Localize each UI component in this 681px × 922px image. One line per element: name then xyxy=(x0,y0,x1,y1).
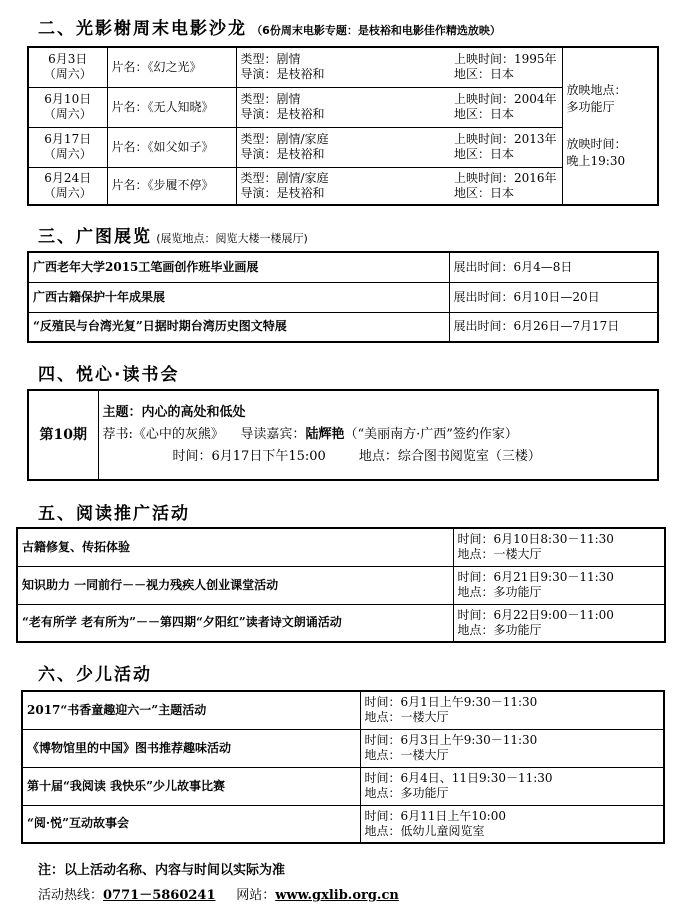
hotline-number[interactable]: 0771－5860241 xyxy=(103,888,216,903)
activity-name: 《博物馆里的中国》图书推荐趣味活动 xyxy=(22,729,360,767)
time-label: 放映时间： xyxy=(566,137,627,151)
book-club-place: 地点：综合图书阅览室（三楼） xyxy=(358,449,541,464)
activity-name: 古籍修复、传拓体验 xyxy=(17,528,453,566)
screening-info xyxy=(562,47,658,205)
activity-schedule: 时间：6月4日、11日9:30－11:30 地点：多功能厅 xyxy=(360,767,664,805)
section-heading-film-salon xyxy=(38,14,501,39)
table-row xyxy=(17,528,665,566)
time-place-line xyxy=(103,446,654,468)
section-subtitle: (展览地点：阅览大楼一楼展厅) xyxy=(156,232,308,245)
activity-name: “老有所学 老有所为”－－第四期“夕阳红”读者诗文朗诵活动 xyxy=(17,604,453,642)
guest-name: 陆辉艳 xyxy=(305,427,345,442)
exhibition-name: “反殖民与台湾光复”日据时期台湾历史图文特展 xyxy=(28,312,449,342)
film-title: 片名：《幻之光》 xyxy=(107,47,236,87)
exhibition-name: 广西老年大学2015工笔画创作班毕业画展 xyxy=(28,252,449,282)
activity-schedule: 时间：6月1日上午9:30－11:30 地点：一楼大厅 xyxy=(360,691,664,729)
venue: 多功能厅 xyxy=(566,100,615,114)
film-release: 上映时间：1995年 地区：日本 xyxy=(450,47,562,87)
date-cell: 6月3日 （周六） xyxy=(28,47,107,87)
film-info: 类型：剧情/家庭 导演：是枝裕和 xyxy=(236,127,450,167)
film-title: 片名：《步履不停》 xyxy=(107,167,236,205)
activity-schedule: 时间：6月22日9:00－11:00 地点：多功能厅 xyxy=(453,604,665,642)
exhibition-time: 展出时间：6月26日—7月17日 xyxy=(449,312,658,342)
website-link[interactable]: www.gxlib.org.cn xyxy=(275,888,399,903)
reading-promotion-table xyxy=(16,527,666,643)
section-title: 四、悦心·读书会 xyxy=(38,365,180,385)
table-row xyxy=(17,604,665,642)
activity-name: 第十届“我阅读 我快乐”少儿故事比赛 xyxy=(22,767,360,805)
table-row xyxy=(22,729,664,767)
exhibition-time: 展出时间：6月10日—20日 xyxy=(449,282,658,312)
guest-label: 导读嘉宾： xyxy=(240,427,306,442)
date-cell: 6月24日 （周六） xyxy=(28,167,107,205)
book-club-details xyxy=(98,390,658,480)
film-info: 类型：剧情/家庭 导演：是枝裕和 xyxy=(236,167,450,205)
section-title: 六、少儿活动 xyxy=(38,665,152,685)
issue-number: 第10期 xyxy=(28,390,98,480)
book-club-time: 时间：6月17日下午15:00 xyxy=(172,449,326,464)
date-cell: 6月10日 （周六） xyxy=(28,87,107,127)
table-row xyxy=(28,312,658,342)
activity-schedule: 时间：6月21日9:30－11:30 地点：多功能厅 xyxy=(453,566,665,604)
venue-label: 放映地点： xyxy=(566,83,627,97)
section-heading-children xyxy=(38,660,152,685)
table-row xyxy=(28,390,658,480)
activity-name: 2017“书香童趣迎六一”主题活动 xyxy=(22,691,360,729)
film-release: 上映时间：2013年 地区：日本 xyxy=(450,127,562,167)
exhibitions-table xyxy=(27,251,659,343)
film-info: 类型：剧情 导演：是枝裕和 xyxy=(236,47,450,87)
section-heading-reading-promotion xyxy=(38,499,190,524)
table-row xyxy=(22,767,664,805)
book-club-table xyxy=(27,389,659,481)
activity-schedule: 时间：6月11日上午10:00 地点：低幼儿童阅览室 xyxy=(360,805,664,843)
table-row xyxy=(28,252,658,282)
section-title: 三、广图展览 xyxy=(38,227,152,247)
section-heading-book-club xyxy=(38,360,179,385)
section-title: 五、阅读推广活动 xyxy=(38,504,190,524)
film-title: 片名：《无人知晓》 xyxy=(107,87,236,127)
exhibition-name: 广西古籍保护十年成果展 xyxy=(28,282,449,312)
exhibition-time: 展出时间：6月4—8日 xyxy=(449,252,658,282)
time: 晚上19:30 xyxy=(566,154,626,168)
footer-contact xyxy=(38,884,399,903)
film-title: 片名：《如父如子》 xyxy=(107,127,236,167)
table-row xyxy=(28,282,658,312)
activity-name: 知识助力 一同前行－－视力残疾人创业课堂活动 xyxy=(17,566,453,604)
section-heading-exhibitions xyxy=(38,222,308,247)
film-info: 类型：剧情 导演：是枝裕和 xyxy=(236,87,450,127)
activity-schedule: 时间：6月3日上午9:30－11:30 地点：一楼大厅 xyxy=(360,729,664,767)
section-subtitle: （6份周末电影专题：是枝裕和电影佳作精选放映） xyxy=(251,24,501,37)
table-row xyxy=(17,566,665,604)
table-row xyxy=(28,47,658,87)
section-title: 二、光影榭周末电影沙龙 xyxy=(38,19,247,39)
film-salon-table xyxy=(27,46,659,206)
table-row xyxy=(22,805,664,843)
children-activities-table xyxy=(21,690,665,844)
activity-schedule: 时间：6月10日8:30－11:30 地点：一楼大厅 xyxy=(453,528,665,566)
date-cell: 6月17日 （周六） xyxy=(28,127,107,167)
recommended-book: 荐书:《心中的灰熊》 xyxy=(102,427,224,442)
footer-note xyxy=(38,859,285,878)
website-label: 网站： xyxy=(236,888,276,903)
table-row xyxy=(22,691,664,729)
activity-name: “阅·悦”互动故事会 xyxy=(22,805,360,843)
disclaimer: 注：以上活动名称、内容与时间以实际为准 xyxy=(38,863,286,878)
book-line xyxy=(103,424,654,446)
film-release: 上映时间：2004年 地区：日本 xyxy=(450,87,562,127)
film-release: 上映时间：2016年 地区：日本 xyxy=(450,167,562,205)
guest-note: （“美丽南方·广西”签约作家） xyxy=(344,427,518,442)
theme: 主题：内心的高处和低处 xyxy=(102,405,246,420)
hotline-label: 活动热线： xyxy=(38,888,104,903)
